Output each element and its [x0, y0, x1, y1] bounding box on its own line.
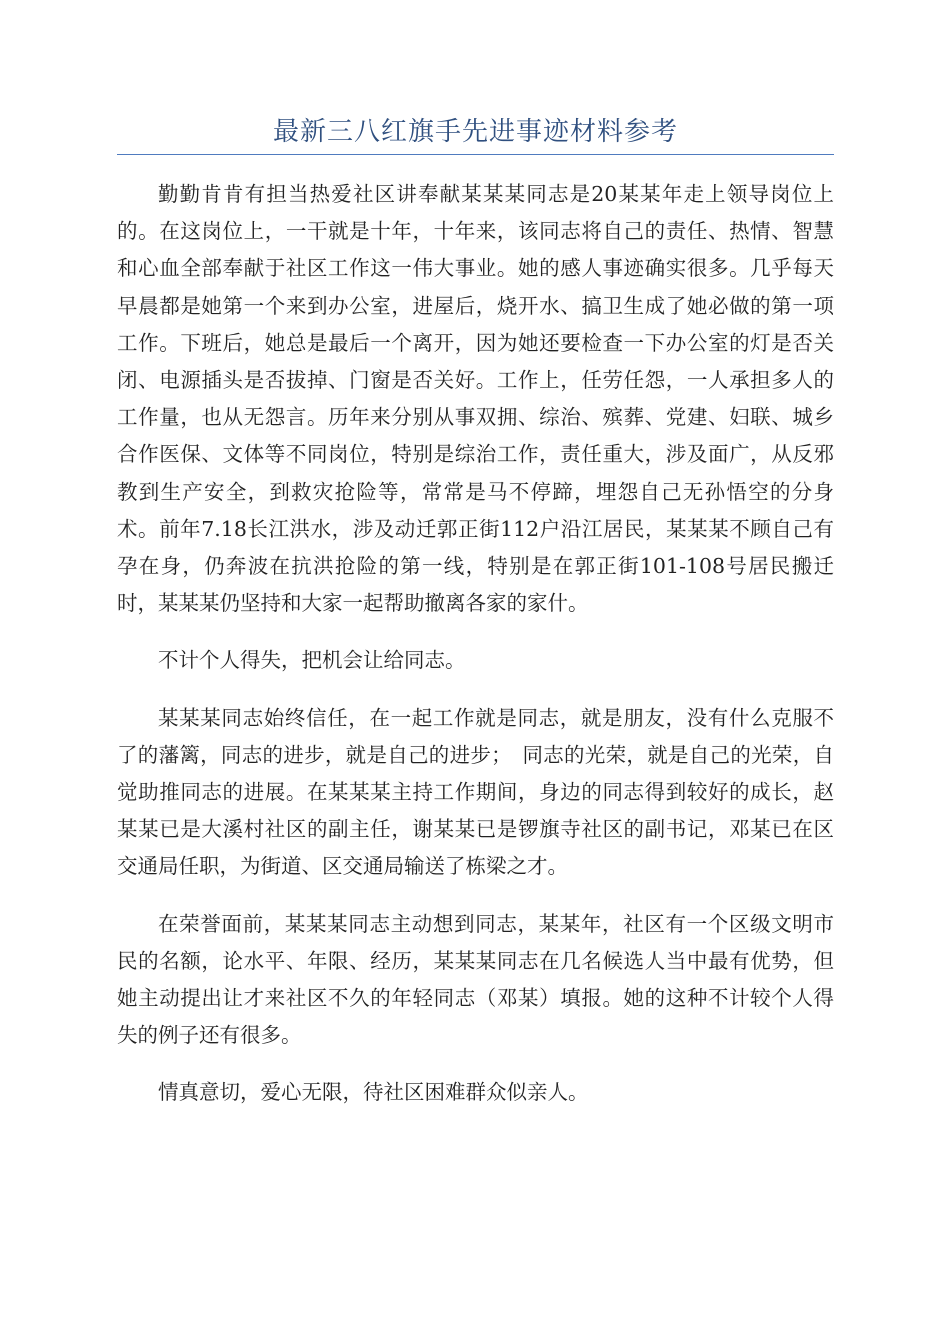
paragraph-3: 某某某同志始终信任，在一起工作就是同志，就是朋友，没有什么克服不了的藩篱，同志的进步，就是自己的进步； 同志的光荣，就是自己的光荣，自觉助推同志的进展。在某某某主持工作期间，身边的同志得到较好的成长，赵某某已是大溪村社区的副主任，谢某某已是锣旗寺社区的副书记，邓某已在区交通局任职，为街道、区交通局输送了栋梁之才。: [117, 705, 834, 879]
paragraph-1: 勤勤肯肯有担当热爱社区讲奉献某某某同志是20某某年走上领导岗位上的。在这岗位上，一干就是十年，十年来，该同志将自己的责任、热情、智慧和心血全部奉献于社区工作这一伟大事业。她的感人事迹确实很多。几乎每天早晨都是她第一个来到办公室，进屋后，烧开水、搞卫生成了她必做的第一项工作。下班后，她总是最后一个离开，因为她还要检查一下办公室的灯是否关闭、电源插头是否拔掉、门窗是否关好。工作上，任劳任怨，一人承担多人的工作量，也从无怨言。历年来分别从事双拥、综治、殡葬、党建、妇联、城乡合作医保、文体等不同岗位，特别是综治工作，责任重大，涉及面广，从反邪教到生产安全，到救灾抢险等，常常是马不停蹄，埋怨自己无孙悟空的分身术。前年7.18长江洪水，涉及动迁郭正街112户沿江居民，某某某不顾自己有孕在身，仍奔波在抗洪抢险的第一线，特别是在郭正街101-108号居民搬迁时，某某某仍坚持和大家一起帮助撤离各家的家什。: [117, 182, 834, 616]
page-title: 最新三八红旗手先进事迹材料参考: [272, 117, 678, 147]
paragraph-2: 不计个人得失，把机会让给同志。: [158, 648, 466, 673]
paragraph-4: 在荣誉面前，某某某同志主动想到同志，某某年，社区有一个区级文明市民的名额，论水平、年限、经历，某某某同志在几名候选人当中最有优势，但她主动提出让才来社区不久的年轻同志（邓某）填报。她的这种不计较个人得失的例子还有很多。: [117, 911, 834, 1048]
title-underline: [117, 154, 834, 155]
document-body: [117, 176, 834, 1132]
paragraph-5: 情真意切，爱心无限，待社区困难群众似亲人。: [158, 1080, 589, 1105]
